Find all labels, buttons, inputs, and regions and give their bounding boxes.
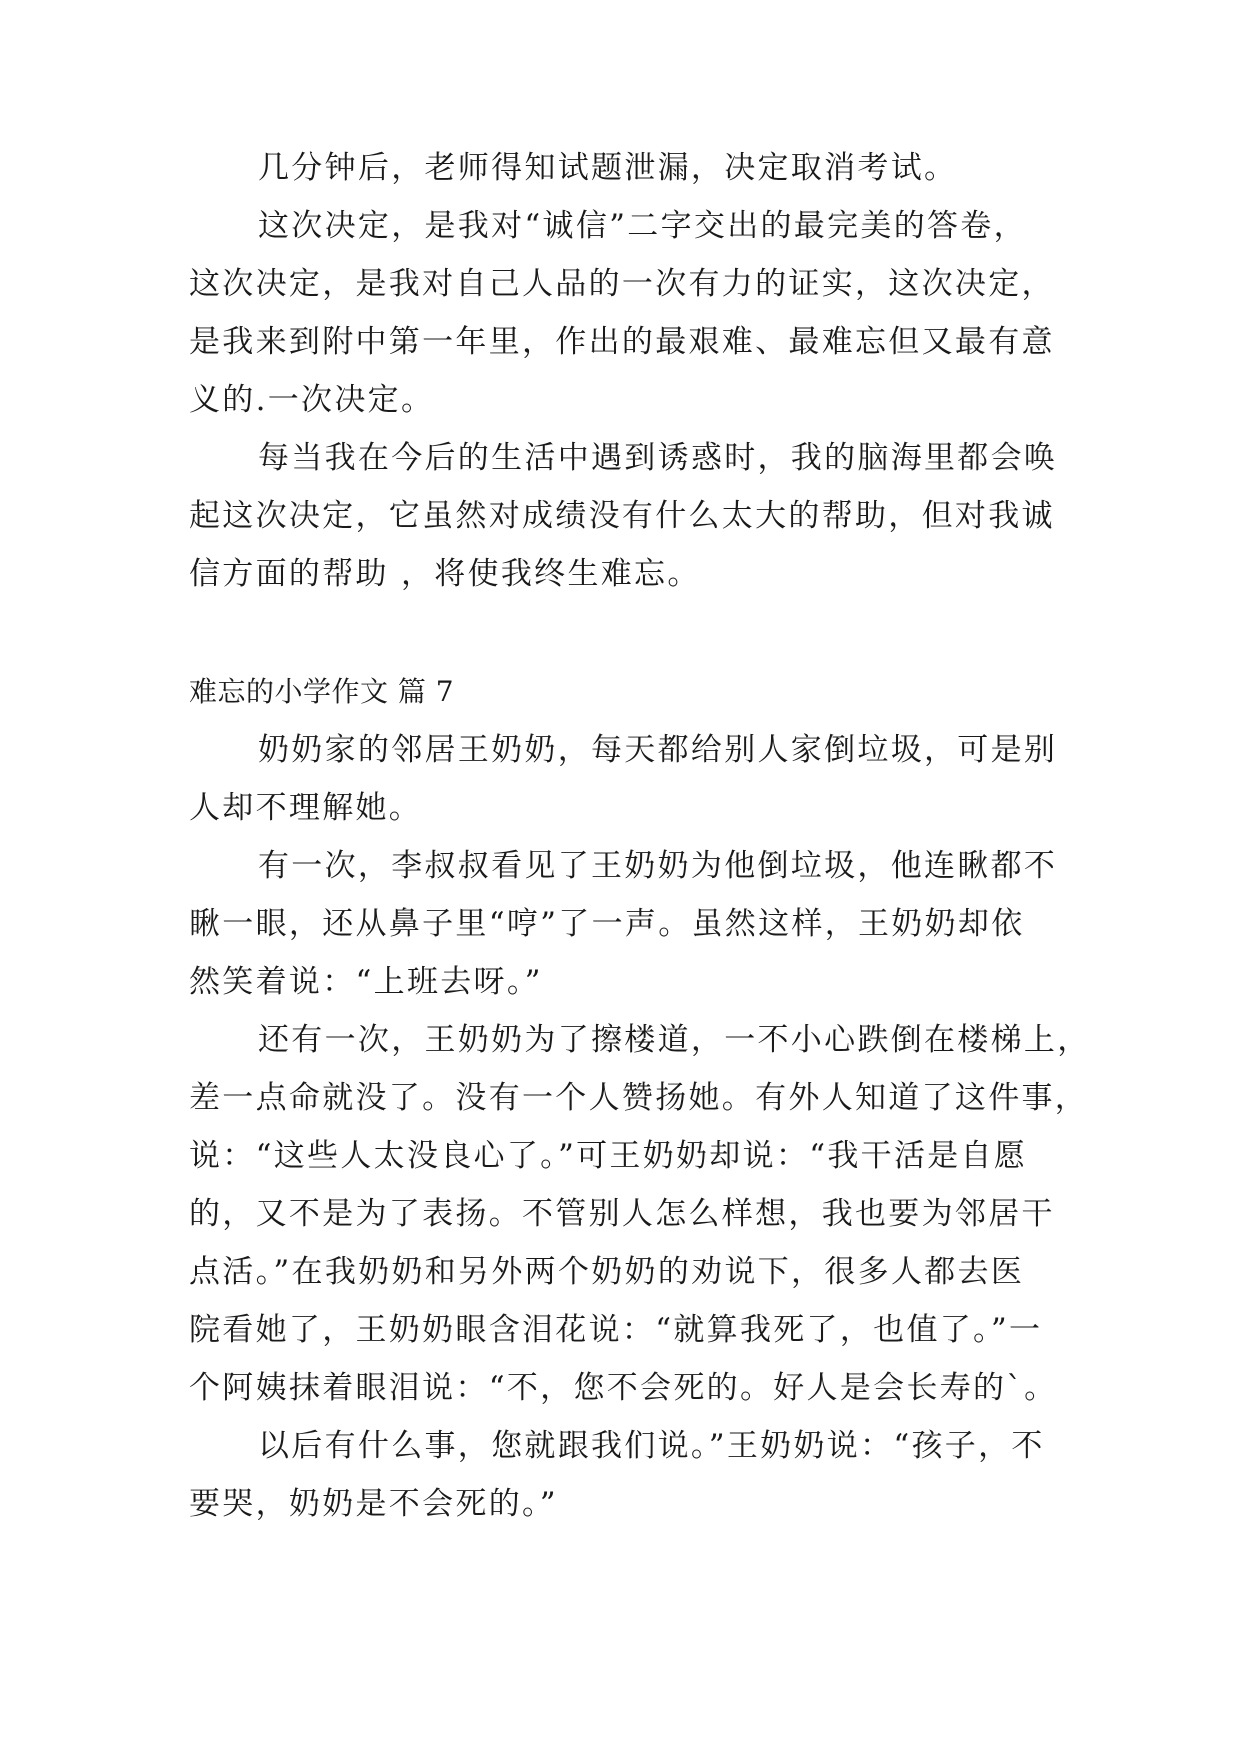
paragraph-line: 人却不理解她。 [189,790,423,826]
paragraph-line: 还有一次，王奶奶为了擦楼道，一不小心跌倒在楼梯上， [258,1022,1091,1058]
paragraph-line: 这次决定，是我对“诚信”二字交出的最完美的答卷， [258,208,1027,244]
paragraph-line: 瞅一眼，还从鼻子里“哼”了一声。虽然这样，王奶奶却依 [189,906,1025,942]
paragraph-line: 几分钟后，老师得知试题泄漏，决定取消考试。 [258,150,958,186]
paragraph-line: 院看她了，王奶奶眼含泪花说：“就算我死了，也值了。”一 [189,1312,1043,1348]
paragraph-line: 奶奶家的邻居王奶奶，每天都给别人家倒垃圾，可是别 [258,732,1058,768]
paragraph-line: 要哭，奶奶是不会死的。” [189,1486,558,1522]
paragraph-line: 义的.一次决定。 [189,382,435,418]
paragraph-line: 信方面的帮助 ，将使我终生难忘。 [189,556,701,592]
paragraph-line: 每当我在今后的生活中遇到诱惑时，我的脑海里都会唤 [258,440,1058,476]
paragraph-line: 然笑着说：“上班去呀。” [189,964,543,1000]
section-heading: 难忘的小学作文 篇 7 [189,675,455,708]
paragraph-line: 以后有什么事，您就跟我们说。”王奶奶说：“孩子，不 [258,1428,1045,1464]
paragraph-line: 个阿姨抹着眼泪说：“不，您不会死的。好人是会长寿的`。 [189,1370,1058,1406]
paragraph-line: 差一点命就没了。没有一个人赞扬她。有外人知道了这件事， [189,1080,1089,1116]
paragraph-line: 这次决定，是我对自己人品的一次有力的证实，这次决定， [189,266,1055,302]
paragraph-line: 点活。”在我奶奶和另外两个奶奶的劝说下，很多人都去医 [189,1254,1025,1290]
paragraph-line: 有一次，李叔叔看见了王奶奶为他倒垃圾，他连瞅都不 [258,848,1058,884]
paragraph-line: 是我来到附中第一年里，作出的最艰难、最难忘但又最有意 [189,324,1055,360]
paragraph-line: 说：“这些人太没良心了。”可王奶奶却说：“我干活是自愿 [189,1138,1028,1174]
paragraph-line: 的，又不是为了表扬。不管别人怎么样想，我也要为邻居干 [189,1196,1055,1232]
paragraph-line: 起这次决定，它虽然对成绩没有什么太大的帮助，但对我诚 [189,498,1055,534]
